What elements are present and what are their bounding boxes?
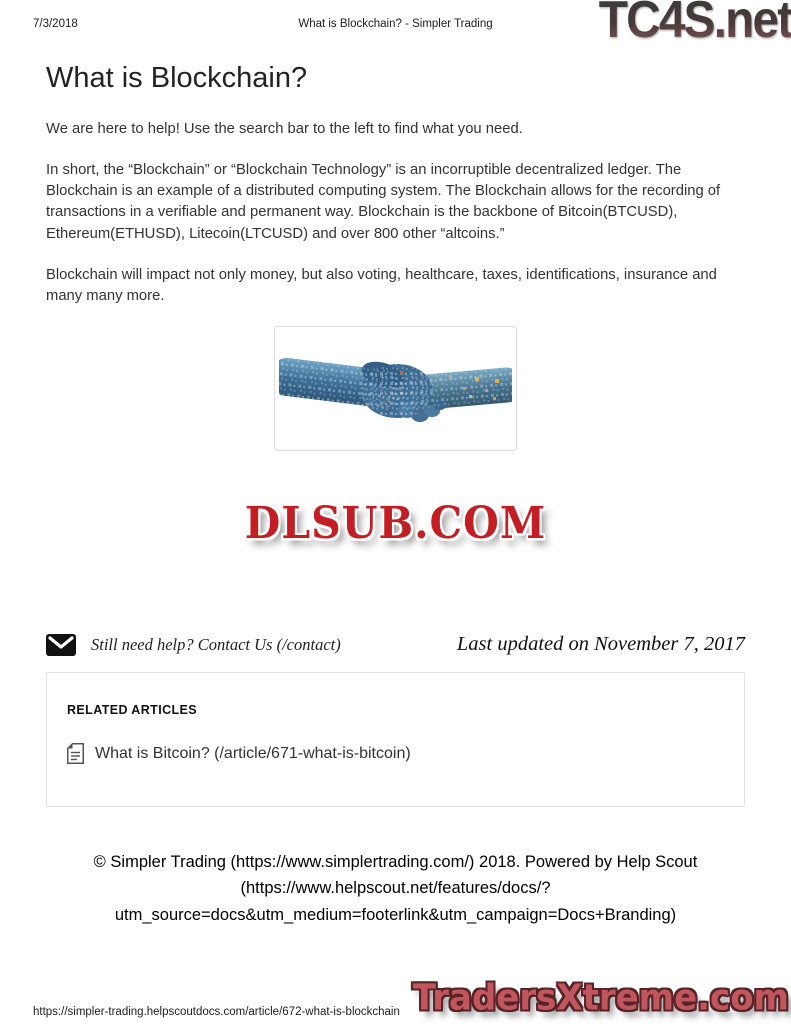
print-date: 7/3/2018	[33, 18, 78, 30]
footer-line[interactable]: © Simpler Trading (https://www.simplertrading.com/) 2018. Powered by Help Scout	[93, 853, 698, 872]
handshake-illustration	[279, 331, 512, 446]
page-title: What is Blockchain?	[46, 62, 308, 94]
document-icon	[67, 743, 84, 764]
site-footer	[46, 849, 745, 928]
body-paragraph: In short, the “Blockchain” or “Blockchain Technology” is an incorruptible decentralized ledger. The Blockchain is an example of a distributed computing system. The Blockchain allows for the recording of transactions in a verifiable and permanent way. Blockchain is the backbone of Bitcoin(BTCUSD), Ethereum(ETHUSD), Litecoin(LTCUSD) and over 800 other “altcoins.”	[46, 162, 721, 242]
footer-line[interactable]: (https://www.helpscout.net/features/docs/?	[240, 879, 551, 898]
print-source-url: https://simpler-trading.helpscoutdocs.com/article/672-what-is-blockchain	[33, 1006, 400, 1018]
watermark-dlsub-wrap	[46, 497, 745, 550]
body-paragraph: Blockchain will impact not only money, but also voting, healthcare, taxes, identifications, insurance and many many more.	[46, 266, 717, 304]
related-article-link[interactable]	[67, 743, 724, 764]
contact-us-link[interactable]: Still need help? Contact Us (/contact)	[91, 634, 341, 654]
related-articles-box	[46, 672, 745, 807]
intro-paragraph: We are here to help! Use the search bar to the left to find what you need.	[46, 121, 523, 137]
article-content	[46, 62, 745, 928]
print-page-title: What is Blockchain? - Simpler Trading	[298, 18, 493, 30]
watermark-tradersxtreme: TradersXtreme.com	[412, 977, 789, 1019]
contact-row	[46, 633, 745, 656]
last-updated-text: Last updated on November 7, 2017	[456, 633, 745, 656]
watermark-dlsub: DLSUB.COM	[244, 497, 547, 550]
watermark-tc4s: TC4S.net	[598, 0, 791, 50]
related-articles-heading: RELATED ARTICLES	[67, 703, 198, 718]
related-article-label[interactable]: What is Bitcoin? (/article/671-what-is-bitcoin)	[95, 744, 411, 762]
footer-line[interactable]: utm_source=docs&utm_medium=footerlink&utm_campaign=Docs+Branding)	[114, 905, 677, 924]
envelope-icon	[46, 634, 76, 656]
handshake-blockchain-image	[274, 326, 517, 451]
